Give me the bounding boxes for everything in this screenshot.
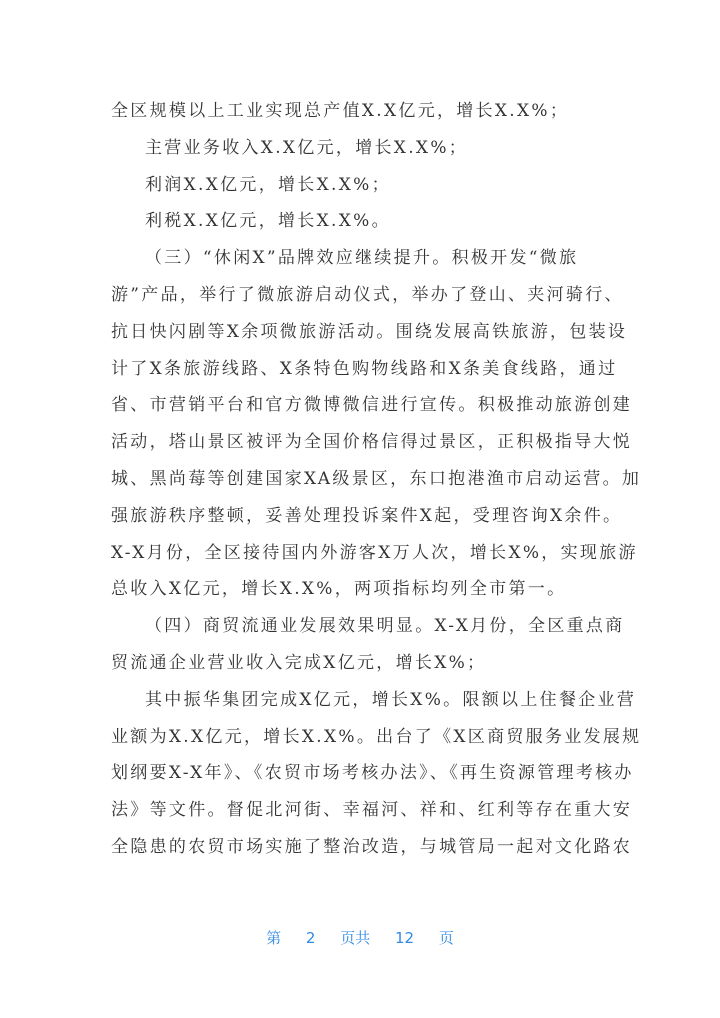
text-line: 活动，塔山景区被评为全国价格信得过景区，正积极指导大悦 — [111, 432, 633, 453]
text-line: 计了X条旅游线路、X条特色购物线路和X条美食线路，通过 — [111, 358, 618, 379]
text-line: 划纲要X-X年》、《农贸市场考核办法》、《再生资源管理考核办 — [111, 763, 634, 784]
section-heading-line: （四）商贸流通业发展效果明显。X-X月份，全区重点商 — [145, 616, 625, 637]
text-line: 利润X.X亿元，增长X.X%； — [145, 174, 391, 195]
text-line: 贸流通企业营业收入完成X亿元，增长X%； — [111, 652, 487, 673]
text-line: 城、黑尚莓等创建国家XA级景区，东口抱港渔市启动运营。加 — [111, 468, 642, 489]
document-body — [111, 93, 642, 866]
text-line: 利税X.X亿元，增长X.X%。 — [145, 211, 391, 232]
page-label-prefix: 第 — [266, 929, 282, 947]
text-line: 其中振华集团完成X亿元，增长X%。限额以上住餐企业营 — [145, 689, 637, 710]
total-pages-number: 12 — [395, 929, 415, 947]
current-page-number: 2 — [305, 929, 316, 947]
text-line: 法》等文件。督促北河街、幸福河、祥和、红利等存在重大安 — [111, 800, 633, 821]
page-label-middle: 页共 — [340, 929, 371, 947]
page-label-suffix: 页 — [438, 929, 454, 947]
text-line: 主营业务收入X.X亿元，增长X.X%； — [145, 137, 469, 158]
text-line: 全隐患的农贸市场实施了整治改造，与城管局一起对文化路农 — [111, 836, 633, 857]
text-line: 省、市营销平台和官方微博微信进行宣传。积极推动旅游创建 — [111, 395, 633, 416]
text-line: X-X月份，全区接待国内外游客X万人次，增长X%，实现旅游 — [111, 542, 638, 563]
text-line: 强旅游秩序整顿，妥善处理投诉案件X起，受理咨询X余件。 — [111, 505, 623, 526]
text-line: 抗日快闪剧等X余项微旅游活动。围绕发展高铁旅游，包装设 — [111, 321, 628, 342]
text-line: 全区规模以上工业实现总产值X.X亿元，增长X.X%； — [111, 101, 570, 121]
text-line: 总收入X亿元，增长X.X%，两项指标均列全市第一。 — [111, 579, 567, 600]
text-line: 游”产品，举行了微旅游启动仪式，举办了登山、夹河骑行、 — [111, 284, 624, 305]
text-line: 业额为X.X亿元，增长X.X%。出台了《X区商贸服务业发展规 — [111, 726, 642, 747]
section-heading-line: （三）“休闲X”品牌效应继续提升。积极开发“微旅 — [145, 248, 579, 269]
page-footer — [0, 927, 720, 948]
